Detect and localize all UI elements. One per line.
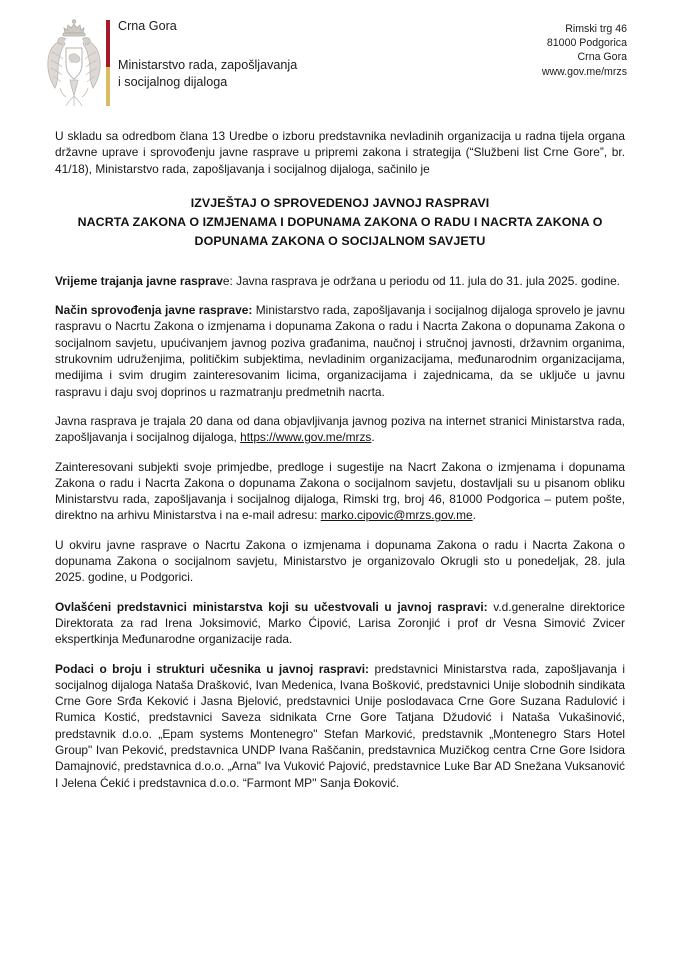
montenegro-coat-of-arms-icon bbox=[44, 18, 104, 110]
title-line-2: NACRTA ZAKONA O IZMJENAMA I DOPUNAMA ZAKONA O RADU I NACRTA ZAKONA O bbox=[77, 214, 603, 229]
section-duration-lead: Vrijeme trajanja javne rasprav bbox=[55, 273, 223, 288]
flag-bar-red bbox=[106, 20, 110, 67]
section-representatives-lead: Ovlašćeni predstavnici ministarstva koji su učestvovali u javnoj raspravi: bbox=[55, 599, 488, 614]
submissions-text-prefix: Zainteresovani subjekti svoje primjedbe, predloge i sugestije na Nacrt Zakona o izmjenama i dopunama Zakona o radu i Nacrta Zakona o dopunama Zakona o socijalnom savjetu, dostavljali su u pisanom obliku Ministarstvu rada, zapošljavanja i socijalnog dijaloga, Rimski trg, broj 46, 81000 Podgorica – putem pošte, direktno na arhivu Ministarstva i na e-mail adresu: bbox=[55, 459, 625, 523]
address-city: 81000 Podgorica bbox=[546, 37, 627, 50]
duration-text-suffix: . bbox=[371, 430, 375, 445]
section-participants bbox=[55, 661, 625, 791]
contact-email-link[interactable]: marko.cipovic@mrzs.gov.me bbox=[320, 508, 473, 523]
document-body bbox=[55, 128, 625, 804]
country-name: Crna Gora bbox=[118, 19, 177, 33]
letterhead-address bbox=[542, 22, 627, 79]
title-line-1: IZVJEŠTAJ O SPROVEDENOJ JAVNOJ RASPRAVI bbox=[190, 195, 490, 210]
title-line-3: DOPUNAMA ZAKONA O SOCIJALNOM SAVJETU bbox=[194, 233, 486, 248]
submissions-text-suffix: . bbox=[472, 508, 476, 523]
section-duration bbox=[55, 273, 625, 289]
flag-bar-gold bbox=[106, 67, 110, 106]
ministry-name-line-1: Ministarstvo rada, zapošljavanja bbox=[118, 58, 298, 72]
section-representatives bbox=[55, 599, 625, 648]
montenegro-flag-bar bbox=[106, 20, 110, 106]
paragraph-duration-days bbox=[55, 413, 625, 446]
section-method-body: Ministarstvo rada, zapošljavanja i socijalnog dijaloga sprovelo je javnu raspravu o Nacrtu Zakona o izmjenama i dopunama Zakona o radu i Nacrta Zakona o dopunama Zakona o socijalnom savjetu, upućivanjem javnog poziva građanima, naučnoj i stručnoj javnosti, državnim organima, strukovnim udruženjima, političkim subjektima, nevladinim organizacijama, međunarodnim organizacijama, medijima i svim drugim zainteresovanim licima, organizacijama i zajednicama, da se uključe u javnu raspravu i daju svoj doprinos u razmatranju predmetnih nacrta. bbox=[55, 303, 625, 399]
section-participants-body: predstavnici Ministarstva rada, zapošljavanja i socijalnog dijaloga Nataša Drašković, Ivan Medenica, Ivana Bošković, predstavnici Unije slobodnih sindikata Crne Gore Srđa Keković i Jasna Bjelović, predstavnici Unije poslodavaca Crne Gore Suzana Radulović i Rumica Kostić, predstavnici Saveza sidnikata Crne Gore Tatjana Džudović i Nataša Vukašinović, predstavnik d.o.o. „Epam systems Montenegro" Stefan Marković, predstavnik „Montenegro Stars Hotel Group" Ivan Peković, predstavnica UNDP Ivana Raščanin, predstavnica Muzičkog centra Crne Gore Isidora Damajnović, predstavnica d.o.o. „Arna" Iva Vuković Pajović, predstavnice Luke Bar AD Snežana Vuksanović I Jelena Ćekić i predstavnica d.o.o. “Farmont MP'' Sanja Đoković. bbox=[55, 661, 625, 790]
letterhead bbox=[0, 14, 679, 114]
ministry-website-link[interactable]: https://www.gov.me/mrzs bbox=[240, 430, 372, 445]
duration-text-prefix: Javna rasprava je trajala 20 dana od dana objavljivanja javnog poziva na internet stranici Ministarstva rada, zapošljavanja i socijalnog dijaloga, bbox=[55, 413, 625, 445]
address-street: Rimski trg 46 bbox=[565, 23, 627, 35]
section-method bbox=[55, 302, 625, 400]
ministry-name-line-2: i socijalnog dijaloga bbox=[118, 75, 228, 89]
document-title bbox=[55, 194, 625, 251]
paragraph-submissions bbox=[55, 459, 625, 524]
address-country: Crna Gora bbox=[577, 51, 627, 64]
section-method-lead: Način sprovođenja javne rasprave: bbox=[55, 303, 253, 318]
letterhead-organization bbox=[118, 18, 438, 91]
paragraph-roundtable: U okviru javne rasprave o Nacrtu Zakona o izmjenama i dopunama Zakona o radu i Nacrta Zakona o dopunama Zakona o socijalnom savjetu, Ministarstvo je organizovalo Okrugli sto u ponedeljak, 28. jula 2025. godine, u Podgorici. bbox=[55, 537, 625, 585]
section-participants-lead: Podaci o broju i strukturi učesnika u javnoj raspravi: bbox=[55, 661, 369, 676]
section-duration-body: e: Javna rasprava je održana u periodu od 11. jula do 31. jula 2025. godine. bbox=[222, 273, 620, 288]
section-representatives-body: v.d.generalne direktorice Direktorata za rad Irena Joksimović, Marko Ćipović, Larisa Zoronjić i prof dr Vesna Simović Zvicer ekspertkinja Međunarodne organizacije rada. bbox=[55, 599, 625, 647]
intro-paragraph: U skladu sa odredbom člana 13 Uredbe o izboru predstavnika nevladinih organizacija u radna tijela organa državne uprave i sprovođenju javne rasprave u pripremi zakona i strategija (“Službeni list Crne Gore”, br. 41/18), Ministarstvo rada, zapošljavanja i socijalnog dijaloga, sačinilo je bbox=[55, 129, 625, 176]
address-website: www.gov.me/mrzs bbox=[541, 65, 627, 78]
